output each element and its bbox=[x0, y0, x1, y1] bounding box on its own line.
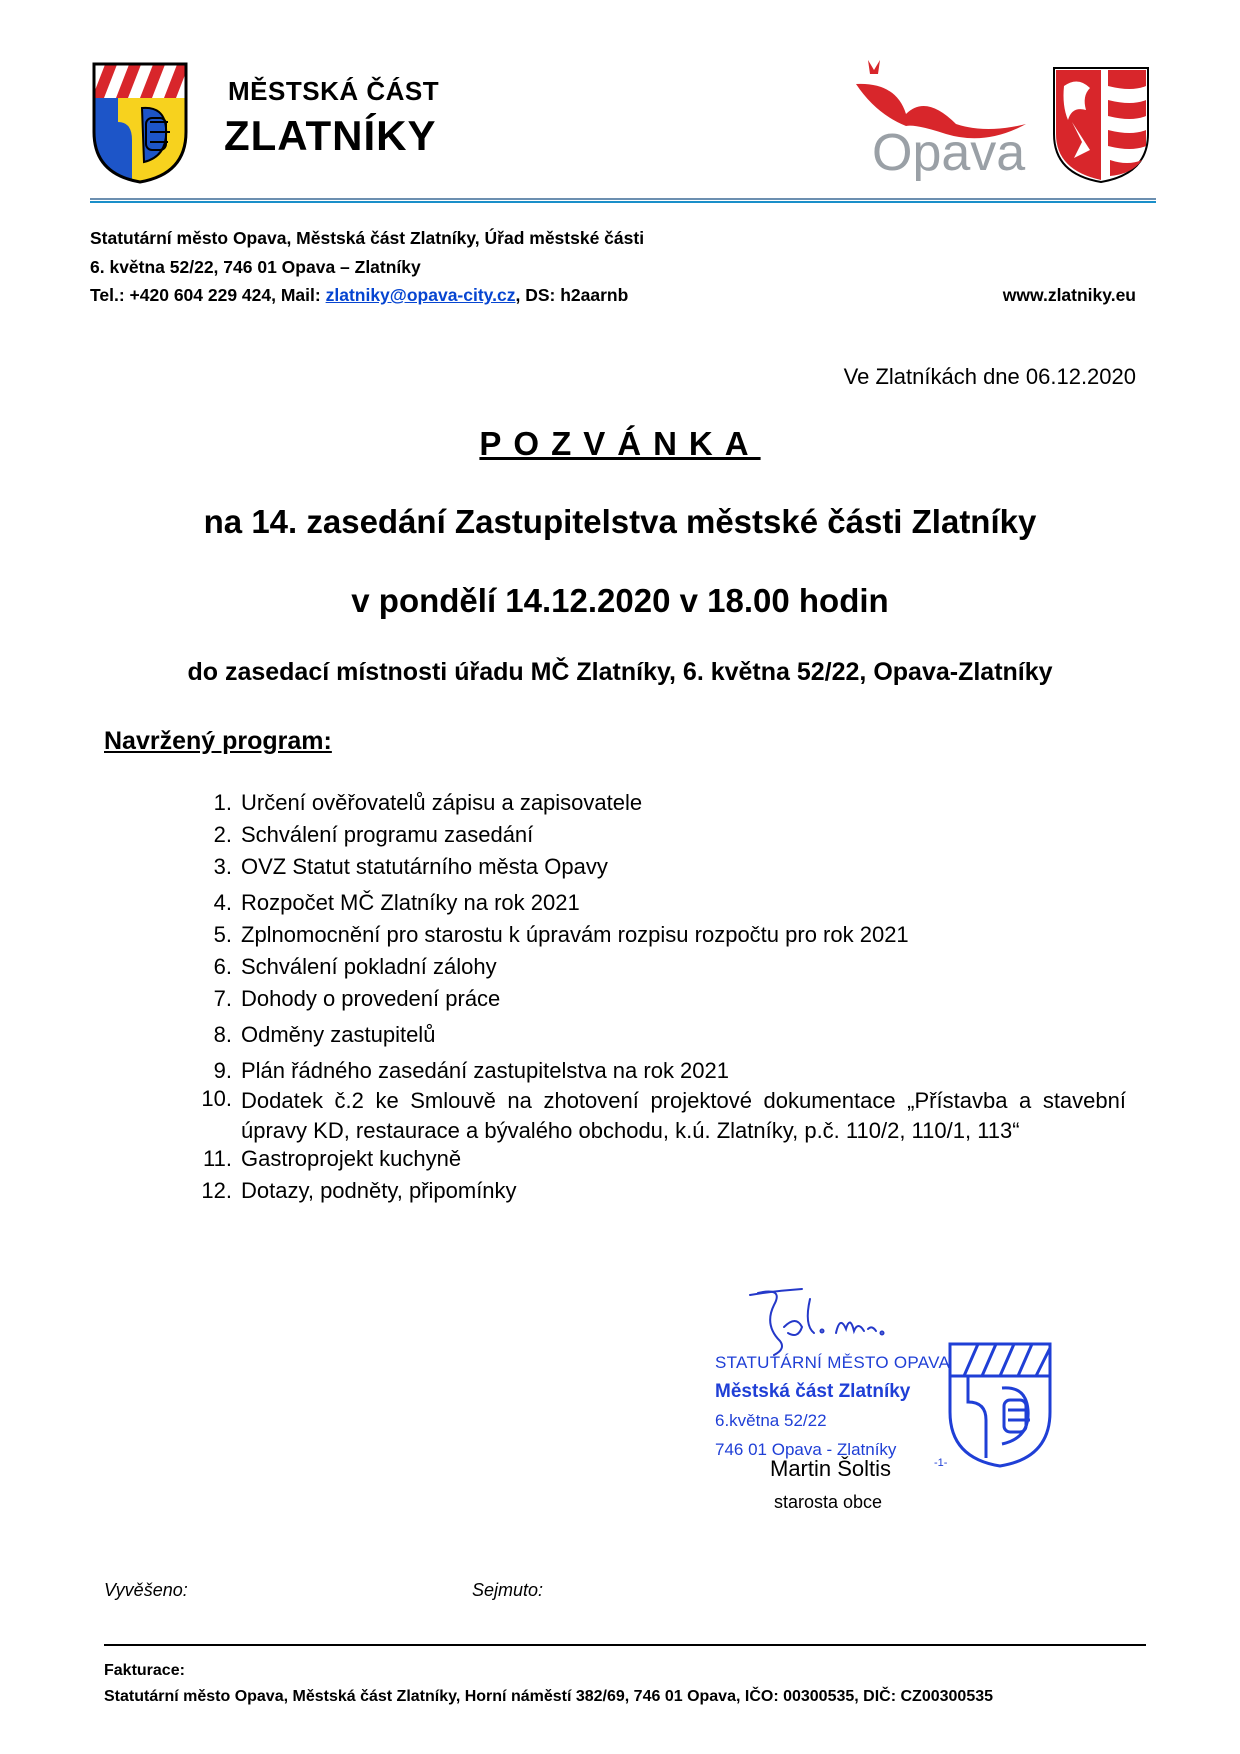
agenda-item bbox=[186, 986, 1136, 1012]
agenda-item bbox=[186, 1086, 1136, 1146]
agenda-item-text: Dohody o provedení práce bbox=[241, 986, 501, 1011]
document-date: Ve Zlatníkách dne 06.12.2020 bbox=[843, 364, 1136, 389]
contact-phone-text: Tel.: +420 604 229 424, Mail: bbox=[90, 285, 326, 305]
opava-coat-of-arms bbox=[1052, 66, 1150, 184]
agenda-item bbox=[186, 822, 1136, 848]
document-title: POZVÁNKA bbox=[479, 425, 761, 462]
zlatniky-coat-of-arms bbox=[92, 62, 188, 184]
removed-label: Sejmuto: bbox=[472, 1580, 544, 1600]
website-link[interactable]: www.zlatniky.eu bbox=[1002, 285, 1136, 305]
stamp-line-4: 746 01 Opava - Zlatníky bbox=[715, 1440, 897, 1459]
agenda-item-number: 11. bbox=[203, 1146, 232, 1171]
agenda-item-number: 1. bbox=[213, 790, 232, 815]
stamp-line-1: STATUTÁRNÍ MĚSTO OPAVA bbox=[715, 1353, 951, 1372]
agenda-item-text: Určení ověřovatelů zápisu a zapisovatele bbox=[241, 790, 643, 815]
agenda-item-text: OVZ Statut statutárního města Opavy bbox=[241, 854, 608, 879]
agenda-item-text: Gastroprojekt kuchyně bbox=[241, 1146, 462, 1171]
address-line-1: Statutární město Opava, Městská část Zlatníky, Úřad městské části bbox=[90, 228, 645, 248]
agenda-item-number: 12. bbox=[201, 1178, 232, 1203]
agenda-list bbox=[186, 790, 1136, 1204]
stamp-line-2: Městská část Zlatníky bbox=[715, 1381, 911, 1402]
agenda-item bbox=[186, 890, 1136, 916]
email-link[interactable]: zlatniky@opava-city.cz bbox=[325, 285, 516, 305]
stamp-crest-icon bbox=[946, 1340, 1054, 1470]
agenda-item bbox=[186, 1146, 1136, 1172]
agenda-item-text: Zplnomocnění pro starostu k úpravám rozpisu rozpočtu pro rok 2021 bbox=[241, 922, 909, 947]
contact-ds-text: , DS: h2aarnb bbox=[515, 285, 629, 305]
agenda-item bbox=[186, 790, 1136, 816]
agenda-item-number: 2. bbox=[213, 822, 232, 847]
handwritten-signature bbox=[744, 1285, 944, 1357]
posted-label: Vyvěšeno: bbox=[104, 1580, 188, 1600]
program-heading: Navržený program: bbox=[104, 727, 332, 755]
agenda-item-number: 6. bbox=[213, 954, 232, 979]
header-divider bbox=[90, 198, 1156, 202]
meeting-subject: na 14. zasedání Zastupitelstva městské části Zlatníky bbox=[203, 503, 1037, 540]
agenda-item-number: 3. bbox=[213, 854, 232, 879]
agenda-item bbox=[186, 1058, 1136, 1084]
signer-name: Martin Šoltis bbox=[770, 1456, 892, 1481]
agenda-item-text: Plán řádného zasedání zastupitelstva na rok 2021 bbox=[241, 1058, 729, 1083]
billing-label: Fakturace: bbox=[104, 1662, 185, 1679]
billing-details: Statutární město Opava, Městská část Zlatníky, Horní náměstí 382/69, 746 01 Opava, IČO: 00300535, DIČ: CZ00300535 bbox=[104, 1688, 994, 1705]
meeting-location: do zasedací místnosti úřadu MČ Zlatníky, 6. května 52/22, Opava-Zlatníky bbox=[187, 658, 1053, 686]
header-district-name: ZLATNÍKY bbox=[224, 112, 437, 159]
opava-logo bbox=[836, 54, 1042, 184]
agenda-item bbox=[186, 1178, 1136, 1204]
stamp-line-3: 6.května 52/22 bbox=[715, 1411, 827, 1430]
agenda-item-number: 10. bbox=[201, 1086, 232, 1111]
signer-role: starosta obce bbox=[774, 1492, 883, 1512]
stamp-number: -1- bbox=[934, 1457, 948, 1469]
agenda-item-text: Dodatek č.2 ke Smlouvě na zhotovení projektové dokumentace „Přístavba a stavební úpravy KD, restaurace a bývalého obchodu, k.ú. Zlatníky, p.č. 110/2, 110/1, 113“ bbox=[241, 1088, 1126, 1143]
header-district-label: MĚSTSKÁ ČÁST bbox=[228, 76, 440, 106]
agenda-item-number: 9. bbox=[213, 1058, 232, 1083]
agenda-item-text: Schválení programu zasedání bbox=[241, 822, 534, 847]
agenda-item bbox=[186, 922, 1136, 948]
agenda-item bbox=[186, 1022, 1136, 1048]
agenda-item-text: Schválení pokladní zálohy bbox=[241, 954, 497, 979]
agenda-item-number: 7. bbox=[213, 986, 232, 1011]
official-stamp-text bbox=[715, 1348, 950, 1464]
agenda-item-text: Dotazy, podněty, připomínky bbox=[241, 1178, 517, 1203]
agenda-item-text: Rozpočet MČ Zlatníky na rok 2021 bbox=[241, 890, 580, 915]
agenda-item bbox=[186, 854, 1136, 880]
agenda-item bbox=[186, 954, 1136, 980]
meeting-datetime: v pondělí 14.12.2020 v 18.00 hodin bbox=[351, 582, 889, 619]
agenda-item-text: Odměny zastupitelů bbox=[241, 1022, 436, 1047]
agenda-item-number: 8. bbox=[213, 1022, 232, 1047]
agenda-item-number: 5. bbox=[213, 922, 232, 947]
opava-logo-text: Opava bbox=[872, 124, 1026, 182]
address-line-2: 6. května 52/22, 746 01 Opava – Zlatníky bbox=[90, 257, 421, 277]
agenda-item-number: 4. bbox=[213, 890, 232, 915]
contact-line bbox=[90, 285, 628, 306]
footer-divider bbox=[104, 1644, 1146, 1646]
